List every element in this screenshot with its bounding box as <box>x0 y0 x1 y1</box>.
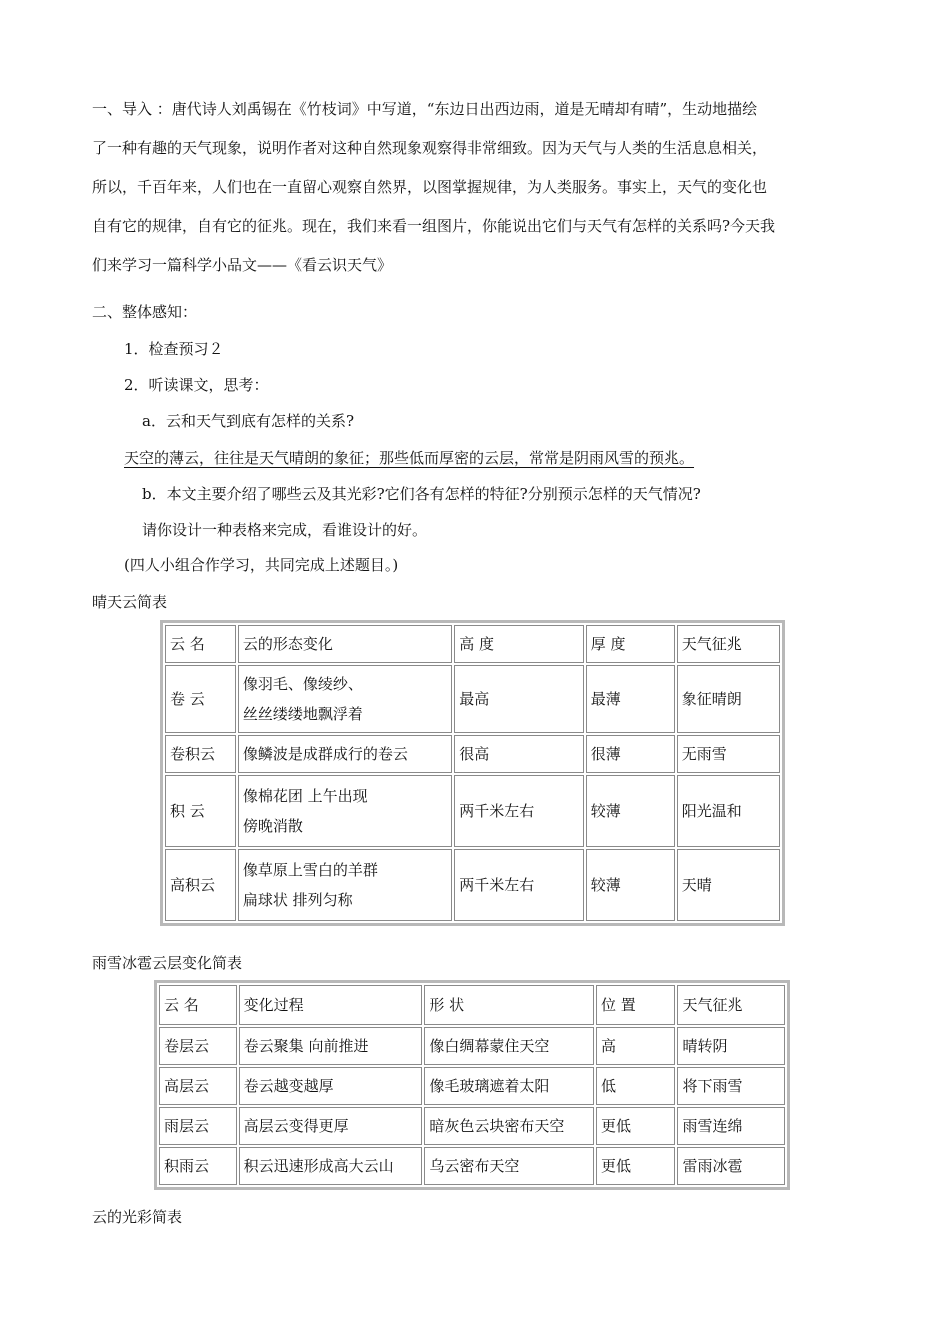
table-cell: 较薄 <box>586 849 675 921</box>
intro-line: 们来学习一篇科学小品文——《看云识天气》 <box>92 256 393 274</box>
table-title: 雨雪冰雹云层变化简表 <box>92 954 243 972</box>
clear-weather-cloud-table <box>160 620 785 926</box>
header-cell: 形 状 <box>424 985 594 1025</box>
header-cell: 位 置 <box>596 985 676 1025</box>
header-cell: 云的形态变化 <box>238 625 452 663</box>
table-cell: 无雨雪 <box>677 735 780 773</box>
table-cell: 天晴 <box>677 849 780 921</box>
table-header-row <box>159 985 785 1025</box>
table-cell: 像棉花团 上午出现 傍晚消散 <box>238 775 452 847</box>
table-cell: 两千米左右 <box>454 775 583 847</box>
table-cell: 积云迅速形成高大云山 <box>239 1147 423 1185</box>
table-cell: 高 <box>596 1027 676 1065</box>
header-cell: 高 度 <box>454 625 583 663</box>
sub-question: b．本文主要介绍了哪些云及其光彩?它们各有怎样的特征?分别预示怎样的天气情况? <box>142 485 701 503</box>
table-cell: 像羽毛、像绫纱、 丝丝缕缕地飘浮着 <box>238 665 452 733</box>
table-cell: 像鳞波是成群成行的卷云 <box>238 735 452 773</box>
header-cell: 天气征兆 <box>677 625 780 663</box>
section-heading: 二、整体感知： <box>92 303 198 321</box>
table-cell: 最高 <box>454 665 583 733</box>
note-text: (四人小组合作学习，共同完成上述题目。) <box>124 556 399 574</box>
table-cell: 高层云 <box>159 1067 237 1105</box>
table-cell: 卷云聚集 向前推进 <box>239 1027 423 1065</box>
table-row <box>165 735 780 773</box>
table-cell: 卷 云 <box>165 665 236 733</box>
table-cell: 晴转阴 <box>677 1027 785 1065</box>
table-cell: 两千米左右 <box>454 849 583 921</box>
header-cell: 天气征兆 <box>677 985 785 1025</box>
list-item: 2．听读课文，思考： <box>124 376 269 394</box>
table-row <box>159 1027 785 1065</box>
intro-paragraph <box>92 90 872 285</box>
table-cell: 像草原上雪白的羊群 扁球状 排列匀称 <box>238 849 452 921</box>
table-title: 云的光彩简表 <box>92 1208 183 1226</box>
table-cell: 像毛玻璃遮着太阳 <box>424 1067 594 1105</box>
instruction-text: 请你设计一种表格来完成，看谁设计的好。 <box>142 521 428 539</box>
table-title: 晴天云简表 <box>92 593 168 611</box>
table-cell: 低 <box>596 1067 676 1105</box>
table-row <box>159 1107 785 1145</box>
table-cell: 很薄 <box>586 735 675 773</box>
sub-question: a．云和天气到底有怎样的关系? <box>142 412 354 430</box>
table-row <box>159 1067 785 1105</box>
table-cell: 雷雨冰雹 <box>677 1147 785 1185</box>
answer-text: 天空的薄云，往往是天气晴朗的象征；那些低而厚密的云层，常常是阴雨风雪的预兆。 <box>124 449 695 467</box>
table-cell: 雨雪连绵 <box>677 1107 785 1145</box>
table-cell: 将下雨雪 <box>677 1067 785 1105</box>
table-cell: 更低 <box>596 1107 676 1145</box>
header-cell: 变化过程 <box>239 985 423 1025</box>
table-cell: 卷云越变越厚 <box>239 1067 423 1105</box>
rain-snow-cloud-table <box>154 980 790 1190</box>
table-row <box>165 665 780 733</box>
table-row <box>159 1147 785 1185</box>
header-cell: 云 名 <box>159 985 237 1025</box>
table-cell: 积雨云 <box>159 1147 237 1185</box>
table-cell: 较薄 <box>586 775 675 847</box>
table-cell: 暗灰色云块密布天空 <box>424 1107 594 1145</box>
intro-line: 一、导入 ：唐代诗人刘禹锡在《竹枝词》中写道，“东边日出西边雨，道是无晴却有晴”，生动地描绘 <box>92 100 758 118</box>
table-cell: 高积云 <box>165 849 236 921</box>
table-cell: 高层云变得更厚 <box>239 1107 423 1145</box>
table-cell: 最薄 <box>586 665 675 733</box>
table-row <box>165 849 780 921</box>
table-cell: 乌云密布天空 <box>424 1147 594 1185</box>
list-item: 1．检查预习２ <box>124 340 224 358</box>
table-header-row <box>165 625 780 663</box>
intro-line: 了一种有趣的天气现象，说明作者对这种自然现象观察得非常细致。因为天气与人类的生活息息相关， <box>92 139 768 157</box>
table-cell: 雨层云 <box>159 1107 237 1145</box>
table-cell: 阳光温和 <box>677 775 780 847</box>
table-cell: 像白绸幕蒙住天空 <box>424 1027 594 1065</box>
table-cell: 更低 <box>596 1147 676 1185</box>
header-cell: 云 名 <box>165 625 236 663</box>
table-cell: 象征晴朗 <box>677 665 780 733</box>
table-cell: 卷层云 <box>159 1027 237 1065</box>
table-cell: 卷积云 <box>165 735 236 773</box>
table-cell: 积 云 <box>165 775 236 847</box>
table-cell: 很高 <box>454 735 583 773</box>
header-cell: 厚 度 <box>586 625 675 663</box>
intro-line: 所以，千百年来，人们也在一直留心观察自然界，以图掌握规律，为人类服务。事实上，天气的变化也 <box>92 178 768 196</box>
intro-line: 自有它的规律，自有它的征兆。现在，我们来看一组图片，你能说出它们与天气有怎样的关系吗?今天我 <box>92 217 776 235</box>
table-row <box>165 775 780 847</box>
